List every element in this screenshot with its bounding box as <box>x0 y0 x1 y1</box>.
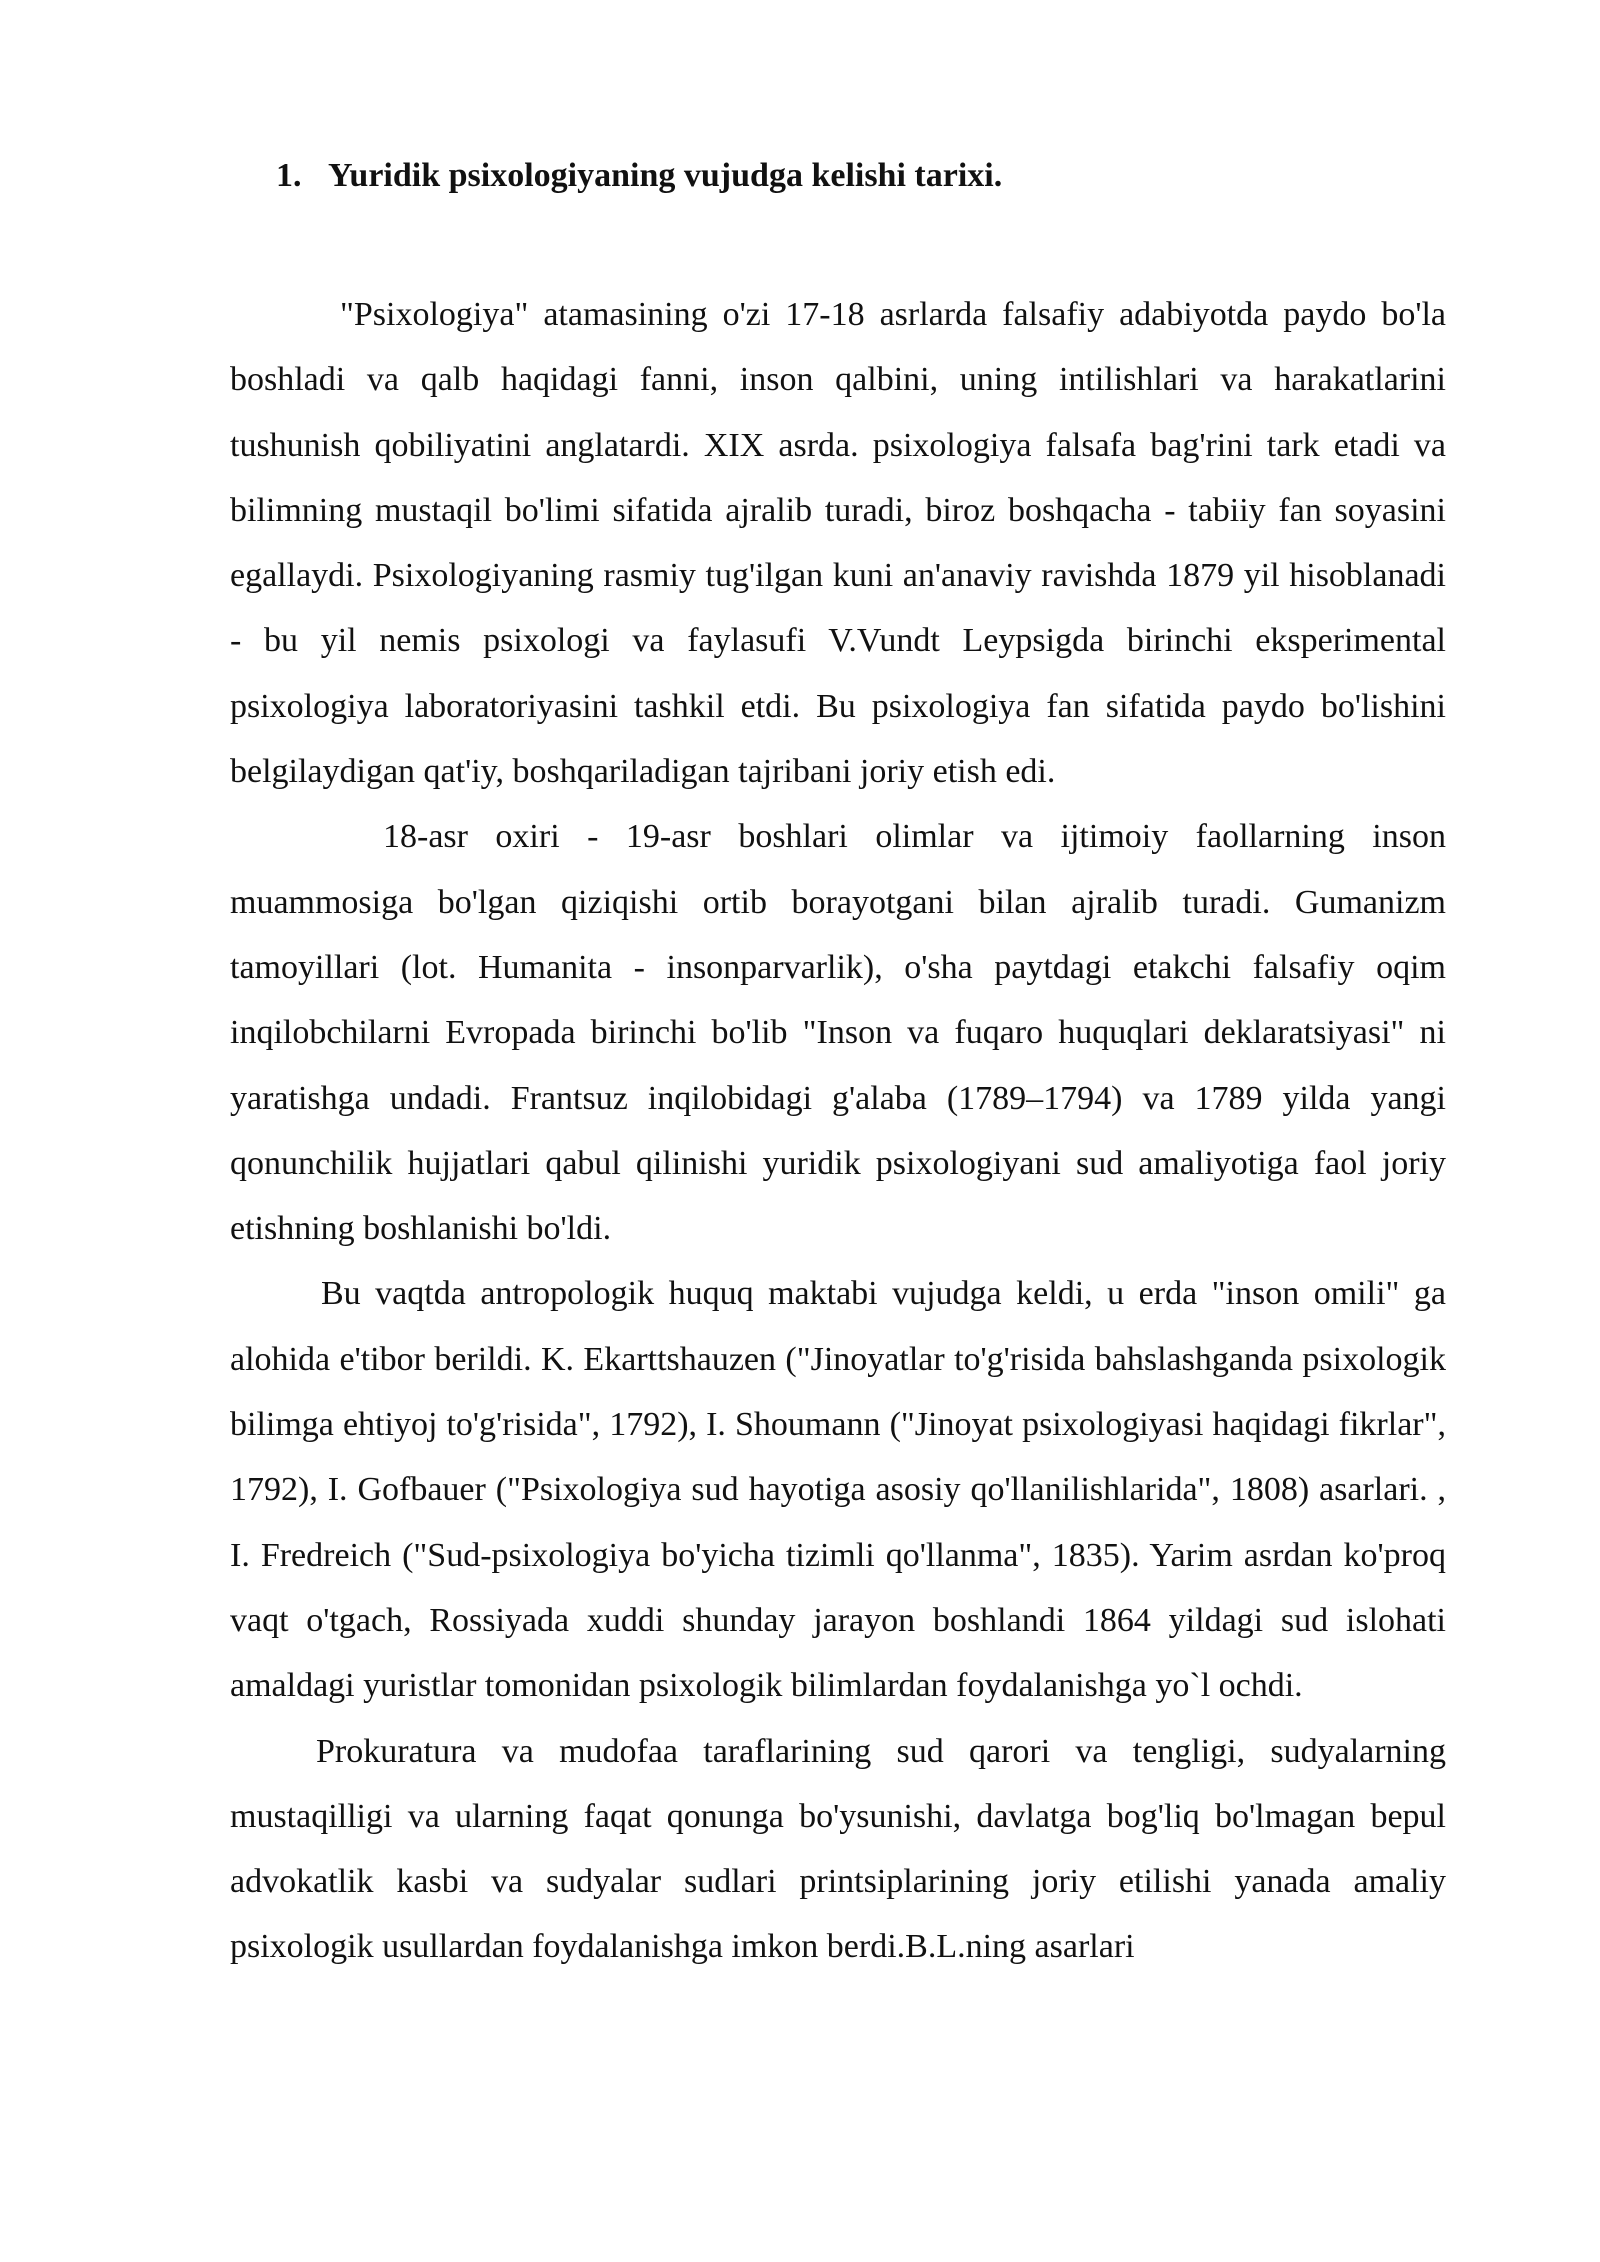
body-text <box>230 282 1446 1980</box>
section-number: 1. <box>276 157 302 194</box>
section-heading <box>276 152 1002 200</box>
section-title: Yuridik psixologiyaning vujudga kelishi tarixi. <box>328 157 1003 194</box>
paragraph-court-principles: Prokuratura va mudofaa taraflarining sud qarori va tengligi, sudyalarning mustaqilligi va ularning faqat qonunga bo'ysunishi, davlatga bog'liq bo'lmagan bepul advokatlik kasbi va sudyalar sudlari printsiplarining joriy etilishi yanada amaliy psixologik usullardan foydalanishga imkon berdi.B.L.ning asarlari <box>230 1732 1446 1966</box>
paragraph-anthropological-school: Bu vaqtda antropologik huquq maktabi vujudga keldi, u erda "inson omili" ga alohida e'tibor berildi. K. Ekarttshauzen ("Jinoyatlar to'g'risida bahslashganda psixologik bilimga ehtiyoj to'g'risida", 1792), I. Shoumann ("Jinoyat psixologiyasi haqidagi fikrlar", 1792), I. Gofbauer ("Psixologiya sud hayotiga asosiy qo'llanilishlarida", 1808) asarlari. , I. Fredreich ("Sud-psixologiya bo'yicha tizimli qo'llanma", 1835). Yarim asrdan ko'proq vaqt o'tgach, Rossiyada xuddi shunday jarayon boshlandi 1864 yildagi sud islohati amaldagi yuristlar tomonidan psixologik bilimlardan foydalanishga yo`l ochdi. <box>230 1275 1446 1705</box>
paragraph-psychology-origins: "Psixologiya" atamasining o'zi 17-18 asrlarda falsafiy adabiyotda paydo bo'la boshladi va qalb haqidagi fanni, inson qalbini, uning intilishlari va harakatlarini tushunish qobiliyatini anglatardi. XIX asrda. psixologiya falsafa bag'rini tark etadi va bilimning mustaqil bo'limi sifatida ajralib turadi, biroz boshqacha - tabiiy fan soyasini egallaydi. Psixologiyaning rasmiy tug'ilgan kuni an'anaviy ravishda 1879 yil hisoblanadi - bu yil nemis psixologi va faylasufi V.Vundt Leypsigda birinchi eksperimental psixologiya laboratoriyasini tashkil etdi. Bu psixologiya fan sifatida paydo bo'lishini belgilaydigan qat'iy, boshqariladigan tajribani joriy etish edi. <box>230 296 1446 791</box>
paragraph-humanism: 18-asr oxiri - 19-asr boshlari olimlar va ijtimoiy faollarning inson muammosiga bo'lgan qiziqishi ortib borayotgani bilan ajralib turadi. Gumanizm tamoyillari (lot. Humanita - insonparvarlik), o'sha paytdagi etakchi falsafiy oqim inqilobchilarni Evropada birinchi bo'lib "Inson va fuqaro huquqlari deklaratsiyasi" ni yaratishga undadi. Frantsuz inqilobidagi g'alaba (1789–1794) va 1789 yilda yangi qonunchilik hujjatlari qabul qilinishi yuridik psixologiyani sud amaliyotiga faol joriy etishning boshlanishi bo'ldi. <box>230 818 1446 1248</box>
